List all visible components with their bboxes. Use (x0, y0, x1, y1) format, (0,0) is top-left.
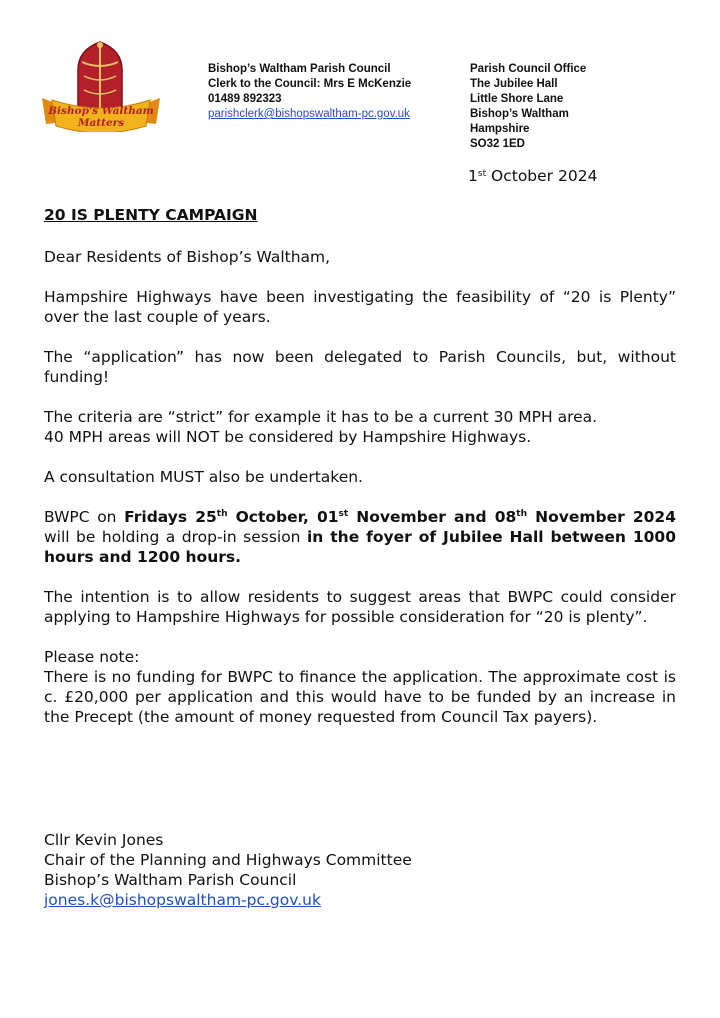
logo-text-line1: Bishop's Waltham (48, 105, 154, 117)
date-day: 1 (468, 167, 478, 185)
paragraph: A consultation MUST also be undertaken. (44, 468, 363, 486)
signatory-email-link[interactable]: jones.k@bishopswaltham-pc.gov.uk (44, 891, 321, 909)
criteria-line: The criteria are “strict” for example it has to be a current 30 MPH area. (44, 408, 598, 426)
address-line: Parish Council Office (470, 63, 587, 75)
letter-date (468, 167, 597, 185)
clerk-email-link[interactable]: parishclerk@bishopswaltham-pc.gov.uk (208, 108, 410, 120)
session-location: in the foyer of Jubilee Hall between 1000 hours and 1200 hours. (44, 528, 676, 566)
address-line: The Jubilee Hall (470, 78, 558, 90)
paragraph: Hampshire Highways have been investigating the feasibility of “20 is Plenty” over the last couple of years. (44, 288, 676, 326)
date-rest: October 2024 (486, 167, 598, 185)
address-line: SO32 1ED (470, 138, 525, 150)
text-run: BWPC on (44, 508, 125, 526)
logo-text-line2: Matters (77, 117, 125, 129)
address-line: Bishop’s Waltham (470, 108, 569, 120)
salutation: Dear Residents of Bishop’s Waltham, (44, 248, 331, 266)
subject-heading: 20 IS PLENTY CAMPAIGN (44, 206, 258, 224)
drop-in-paragraph (44, 507, 676, 567)
note-body: There is no funding for BWPC to finance the application. The approximate cost is c. £20,000 per application and this would have to be funded by an increase in the Precept (the amount of money requested from Council Tax payers). (44, 668, 676, 726)
note-heading: Please note: (44, 648, 140, 666)
sender-details (208, 62, 411, 122)
paragraph: The “application” has now been delegated to Parish Councils, but, without funding! (44, 348, 676, 386)
paragraph: The intention is to allow residents to suggest areas that BWPC could consider applying to Hampshire Highways for possible consideration for “20 is plenty”. (44, 588, 676, 626)
signatory-role: Chair of the Planning and Highways Committee (44, 851, 412, 869)
parish-council-logo (38, 40, 164, 132)
date-suffix: st (477, 169, 487, 179)
signature-block (44, 830, 412, 910)
letter-body (44, 205, 676, 747)
phone-number: 01489 892323 (208, 93, 282, 105)
office-address (470, 62, 586, 152)
paragraph (44, 407, 676, 447)
address-line: Little Shore Lane (470, 93, 564, 105)
address-line: Hampshire (470, 123, 530, 135)
note-paragraph (44, 647, 676, 727)
text-run: will be holding a drop-in session (44, 528, 307, 546)
clerk-name: Clerk to the Council: Mrs E McKenzie (208, 78, 412, 90)
signatory-org: Bishop’s Waltham Parish Council (44, 871, 297, 889)
org-name: Bishop’s Waltham Parish Council (208, 63, 391, 75)
session-dates: Fridays 25th October, 01st November and 08th November 2024 (124, 508, 676, 526)
criteria-line: 40 MPH areas will NOT be considered by Hampshire Highways. (44, 428, 532, 446)
signatory-name: Cllr Kevin Jones (44, 831, 164, 849)
